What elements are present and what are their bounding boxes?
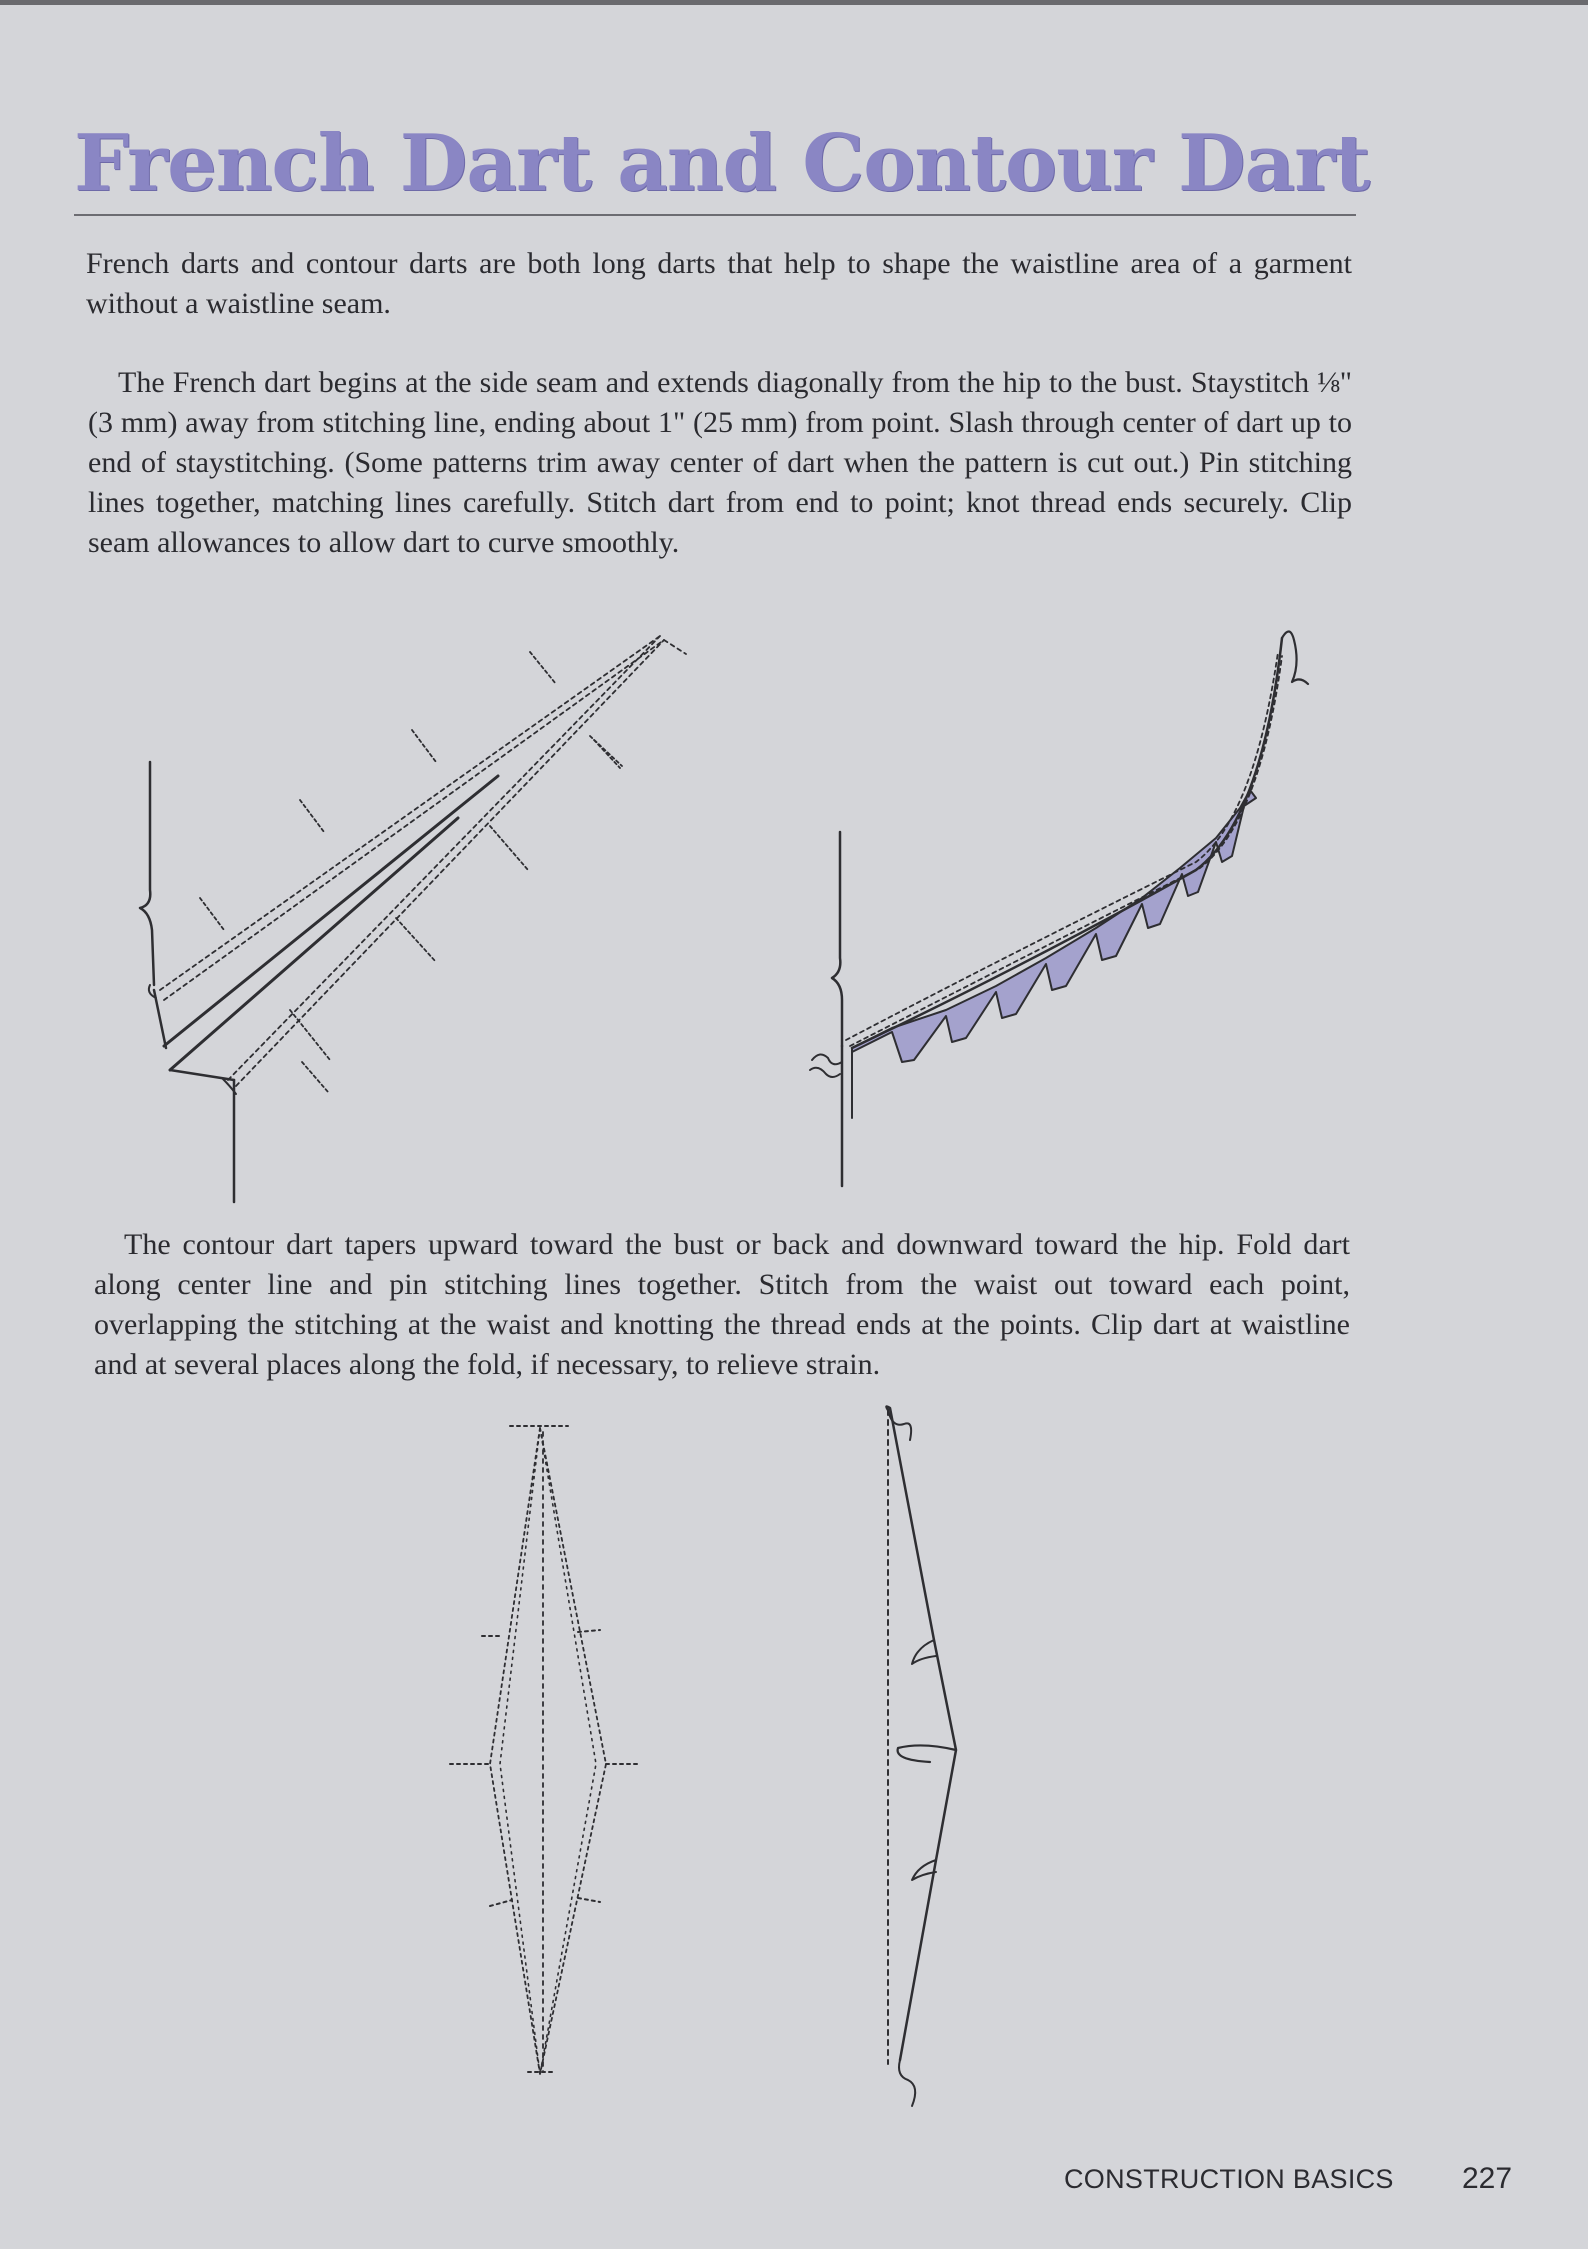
contour-dart-paragraph: The contour dart tapers upward toward the bust or back and downward toward the hip. Fold dart along center line and pin stitching lines together. Stitch from the waist out toward each point, overlapping the stitching at the waist and knotting the thread ends at the points. Clip dart at waistline and at several places along the fold, if necessary, to relieve strain. xyxy=(94,1228,1350,1381)
intro-paragraph: French darts and contour darts are both long darts that help to shape the waistline area of a garment without a waistline seam. xyxy=(86,247,1352,320)
footer-section-title: CONSTRUCTION BASICS xyxy=(1064,2164,1394,2194)
french-dart-paragraph: The French dart begins at the side seam and extends diagonally from the hip to the bust. Staystitch ⅛" (3 mm) away from stitching line, ending about 1" (25 mm) from point. Slash through center of dart up to end of staystitching. (Some patterns trim away center of dart when the pattern is cut out.) Pin stitching lines together, matching lines carefully. Stitch dart from end to point; knot thread ends securely. Clip seam allowances to allow dart to curve smoothly. xyxy=(88,366,1352,559)
page-number: 227 xyxy=(1462,2162,1513,2195)
page-title: French Dart and Contour Dart xyxy=(74,118,1370,209)
